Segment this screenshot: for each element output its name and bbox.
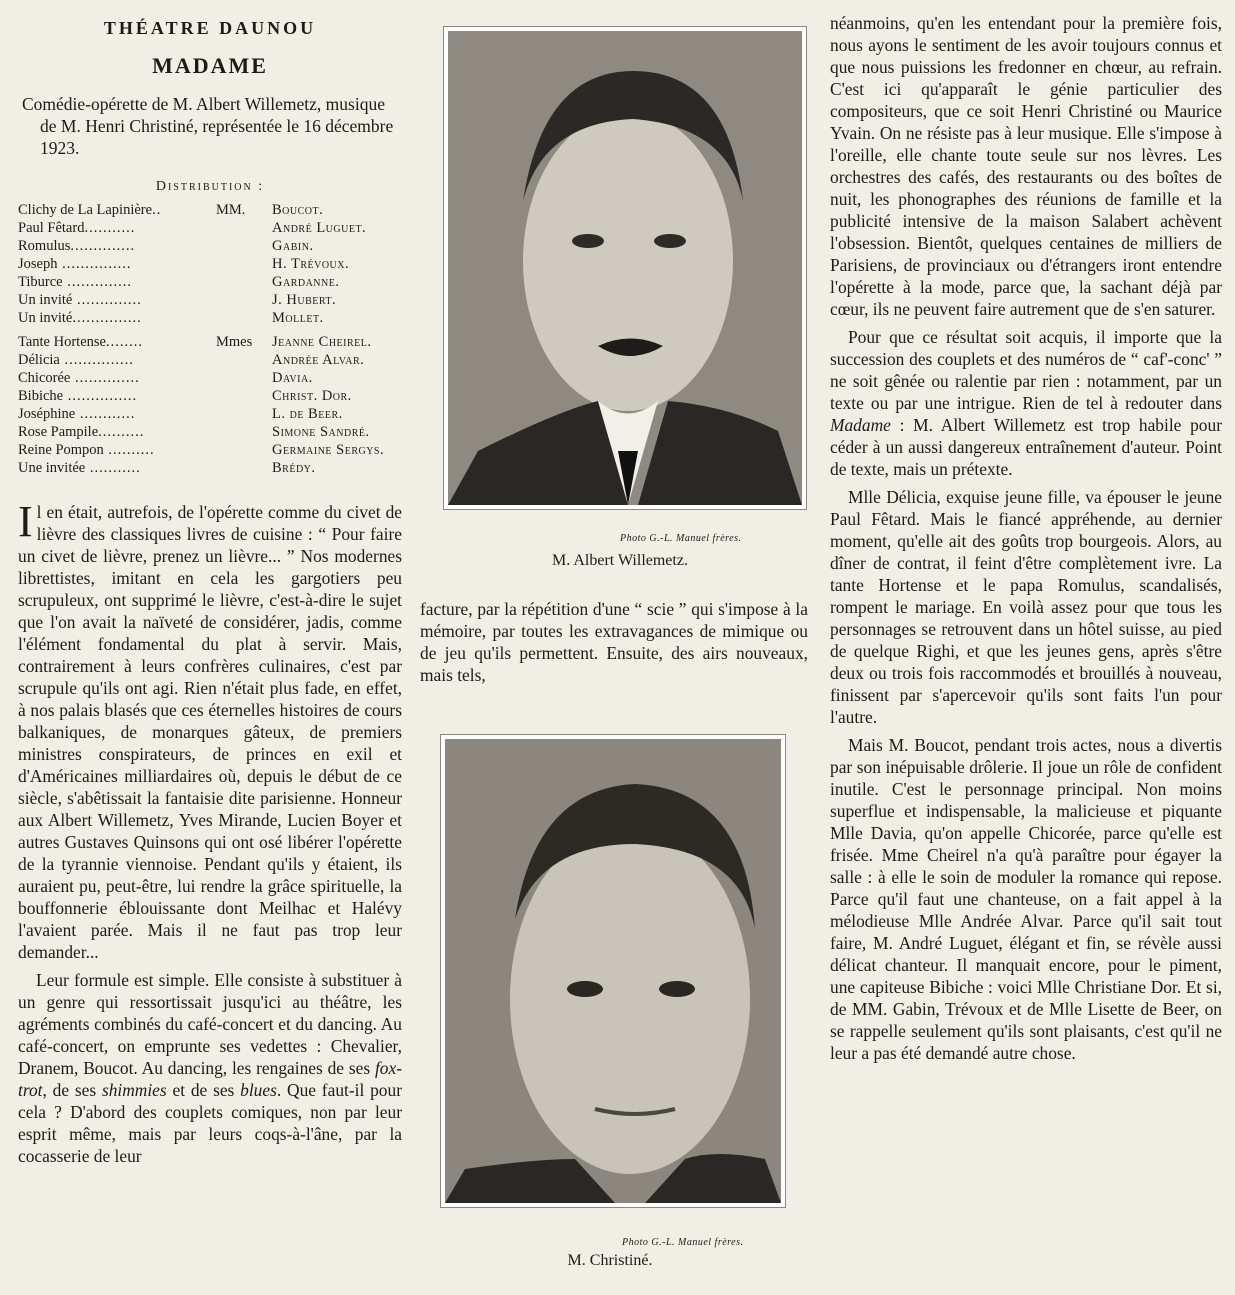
photo-caption: M. Albert Willemetz. <box>552 552 688 569</box>
cast-role: Tiburce <box>18 274 63 290</box>
cast-actor: André Luguet. <box>272 220 367 236</box>
cast-row: Reine Pompon .......... Germaine Sergys. <box>18 442 385 458</box>
cast-actor: Mollet. <box>272 310 324 326</box>
cast-row: Tiburce .............. Gardanne. <box>18 274 340 290</box>
cast-actor: Simone Sandré. <box>272 424 370 440</box>
article-column-2 <box>420 598 808 686</box>
article-paragraph: néanmoins, qu'en les entendant pour la première fois, nous ayons le sentiment de les avoir toujours connus et que nous puissions les fredonner en chœur, au refrain. C'est ici qu'apparaît le génie particulier des compositeurs, que ce soit Henri Christiné ou Maurice Yvain. On ne résiste pas à leur musique. Elle s'impose à l'oreille, elle chante toute seule sur nos lèvres. Les orchestres des cafés, des restaurants ou des boîtes de nuit, les phonographes des réunions de famille et la publicité intensive de la maison Salabert achèvent l'obsession. Bientôt, quelques centaines de milliers de Parisiens, de provinciaux ou d'étrangers iront entendre l'opérette à la mode, parce que, la sachant déjà par cœur, ils ne peuvent faire autrement que de s'en saturer. <box>830 13 1222 319</box>
cast-row: Joseph ............... H. Trévoux. <box>18 256 350 272</box>
cast-row: Joséphine ............ L. de Beer. <box>18 406 343 422</box>
distribution-heading: Distribution : <box>155 179 265 194</box>
portrait-photo-willemetz <box>443 26 807 510</box>
article-paragraph: Il en était, autrefois, de l'opérette comme du civet de lièvre des classiques livres de cuisine : “ Pour faire un civet de lièvre, prenez un lièvre... ” Nos modernes librettistes, imitant en cela les gargotiers peu scrupuleux, ont supprimé le lièvre, c'est-à-dire le sujet que l'on avait la naïveté de considérer, jadis, comme l'élément fondamental du plat à servir. Mais, contrairement à leurs confrères culinaires, c'est par scrupule qu'ils ont agi. Rien n'était plus fade, en effet, à nos palais blasés que ces éternelles histoires de cours balkaniques, de monarques gâteux, de premiers ministres conspirateurs, de princes en exil et d'Américaines milliardaires où, depuis le début de ce siècle, s'abêtissait la fantaisie dite parisienne. Honneur aux Albert Willemetz, Yves Mirande, Lucien Boyer et autres Gustaves Quinsons qui ont osé libérer l'opérette de la tyrannie viennoise. Pendant qu'ils y étaient, ils auraient pu, peut-être, lui rendre la grâce spirituelle, la bouffonnerie éblouissante dont Meilhac et Halévy l'avaient parée. Mais il ne faut pas trop leur demander... <box>18 497 402 962</box>
cast-row: Tante Hortense........ Mmes Jeanne Cheirel. <box>18 334 372 350</box>
cast-row: Bibiche ............... Christ. Dor. <box>18 388 352 404</box>
cast-actor: Brédy. <box>272 460 316 476</box>
cast-role: Délicia <box>18 352 60 368</box>
article-paragraph: Leur formule est simple. Elle consiste à substituer à un genre qui ressortissait jusqu'ici au théâtre, les agréments combinés du café-concert et du dancing. Au café-concert, on emprunte ses vedettes : Chevalier, Dranem, Boucot. Au dancing, les rengaines de ses fox-trot, de ses shimmies et de ses blues. Que faut-il pour cela ? D'abord des couplets comiques, non par leur esprit même, mais par leurs coqs-à-l'âne, par la cocasserie de leur <box>18 970 402 1166</box>
theatre-name: THÉATRE DAUNOU <box>103 18 317 38</box>
article-column-1 <box>18 497 402 1167</box>
cast-role: Un invité <box>18 310 73 326</box>
cast-role: Clichy de La Lapinière <box>18 202 153 218</box>
photo-caption: M. Christiné. <box>567 1252 653 1269</box>
cast-row: Romulus.............. Gabin. <box>18 238 314 254</box>
cast-actor: H. Trévoux. <box>272 256 350 272</box>
article-paragraph: Mais M. Boucot, pendant trois actes, nous a divertis par son inépuisable drôlerie. Il joue un rôle de confident inutile. C'est le personnage principal. Non moins superflue et indispensable, la malicieuse et piquante Mlle Davia, qu'on appelle Chicorée, parce qu'elle est frisée. Mme Cheirel n'a qu'à paraître pour égayer la salle : à elle le soin de moduler la romance qui repose. Parce qu'il faut une chanteuse, on a fait appel à la mélodieuse Mlle Andrée Alvar. Parce qu'il sait tout faire, M. André Luguet, élégant et fin, se révèle aussi délicat chanteur. Il manquait encore, pour le piment, une capiteuse Bibiche : voici Mlle Christiane Dor. Et si, de MM. Gabin, Trévoux et de Mlle Lisette de Beer, on se rappelle seulement qu'ils sont plaisants, c'est qu'il ne leur a pas été demandé autre chose. <box>830 735 1222 1063</box>
cast-list <box>18 201 402 477</box>
cast-actor: Boucot. <box>272 202 324 218</box>
cast-prefix: MM. <box>216 202 246 218</box>
cast-role: Une invitée <box>18 460 86 476</box>
cast-actor: Gabin. <box>272 238 314 254</box>
cast-actor: Andrée Alvar. <box>272 352 365 368</box>
cast-actor: Jeanne Cheirel. <box>272 334 372 350</box>
cast-role: Bibiche <box>18 388 64 404</box>
cast-actor: Germaine Sergys. <box>272 442 385 458</box>
photo-credit: Photo G.-L. Manuel frères. <box>620 533 742 544</box>
cast-row: Un invité .............. J. Hubert. <box>18 292 337 308</box>
article-paragraph: facture, par la répétition d'une “ scie ” qui s'impose à la mémoire, par toutes les extravagances de mimique ou de jeu qu'ils permettent. Ensuite, des airs nouveaux, mais tels, <box>420 599 808 685</box>
article-paragraph: Mlle Délicia, exquise jeune fille, va épouser le jeune Paul Fêtard. Mais le fiancé appréhende, au dernier moment, qu'elle ait des goûts trop bourgeois. Alors, au dîner de contrat, il feint d'être complètement ivre. La tante Hortense et le papa Romulus, scandalisés, rompent le mariage. En voilà assez pour que tous les personnages se retrouvent dans un hôtel suisse, au pied de quelque Righi, et que les jeunes gens, après s'être deux ou trois fois raccommodés et brouillés à nouveau, finissent par s'apercevoir qu'ils sont faits l'un pour l'autre. <box>830 487 1222 727</box>
cast-row: Délicia ............... Andrée Alvar. <box>18 352 365 368</box>
cast-role: Tante Hortense <box>18 334 106 350</box>
cast-role: Chicorée <box>18 370 71 386</box>
play-subtitle: Comédie-opérette de M. Albert Willemetz, musique de M. Henri Christiné, représentée le 16 décembre 1923. <box>22 94 394 158</box>
column-right <box>830 12 1222 1064</box>
cast-prefix: Mmes <box>216 334 253 350</box>
play-title: MADAME <box>152 53 268 78</box>
cast-role: Joseph <box>18 256 58 272</box>
drop-cap: I <box>18 497 33 546</box>
cast-role: Rose Pampile <box>18 424 99 440</box>
cast-row: Une invitée ........... Brédy. <box>18 460 316 476</box>
cast-row: Paul Fêtard........... André Luguet. <box>18 220 367 236</box>
cast-actor: L. de Beer. <box>272 406 343 422</box>
cast-row: Un invité............... Mollet. <box>18 310 324 326</box>
portrait-photo-christine <box>440 734 786 1208</box>
cast-actor: J. Hubert. <box>272 292 337 308</box>
cast-actor: Davia. <box>272 370 313 386</box>
cast-role: Paul Fêtard <box>18 220 85 236</box>
cast-row: Chicorée .............. Davia. <box>18 370 313 386</box>
cast-actor: Gardanne. <box>272 274 340 290</box>
portrait-image <box>445 739 781 1203</box>
portrait-image <box>448 31 802 505</box>
article-column-3 <box>830 12 1222 1064</box>
cast-role: Un invité <box>18 292 73 308</box>
cast-row: Rose Pampile.......... Simone Sandré. <box>18 424 370 440</box>
cast-role: Joséphine <box>18 406 76 422</box>
article-paragraph: Pour que ce résultat soit acquis, il importe que la succession des couplets et des numéros de “ caf'-conc' ” ne soit gênée ou ralentie par rien : notamment, par un texte ou par une intrigue. Rien de tel à redouter dans Madame : M. Albert Willemetz est trop habile pour céder à un aussi dangereux entraînement d'auteur. Point de texte, mais un prétexte. <box>830 327 1222 479</box>
photo-credit: Photo G.-L. Manuel frères. <box>622 1237 744 1248</box>
cast-actor: Christ. Dor. <box>272 388 352 404</box>
cast-row: Clichy de La Lapinière.. MM. Boucot. <box>18 202 324 218</box>
column-left <box>18 0 402 1167</box>
cast-role: Romulus <box>18 238 71 254</box>
cast-role: Reine Pompon <box>18 442 104 458</box>
